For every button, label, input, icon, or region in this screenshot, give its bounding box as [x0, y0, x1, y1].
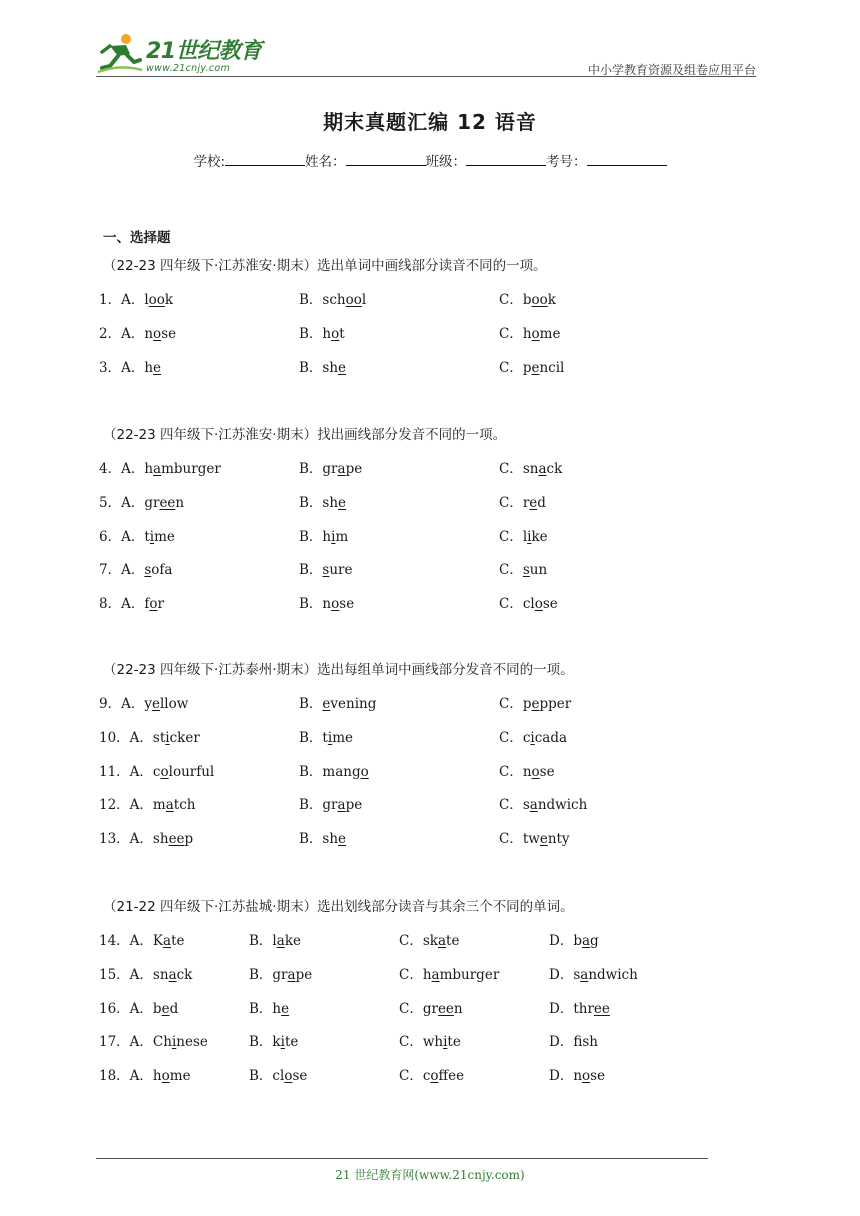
option-word-rest: nese	[176, 1034, 208, 1051]
option-label: 3．A．h	[99, 359, 154, 376]
answer-option[interactable]	[249, 963, 312, 983]
option-word-rest: p	[184, 831, 194, 848]
question-row	[99, 457, 739, 477]
question-row	[99, 558, 739, 578]
header-divider	[96, 76, 756, 77]
answer-option[interactable]	[399, 997, 463, 1017]
answer-option[interactable]	[299, 356, 346, 376]
underlined-letters: a	[581, 933, 591, 949]
option-word-rest: ure	[329, 562, 353, 579]
underlined-letters: a	[580, 966, 589, 983]
underlined-letters: o	[331, 596, 340, 613]
option-word-rest: me	[169, 1068, 191, 1085]
option-word-rest: n	[453, 1000, 463, 1017]
option-word-rest: se	[590, 1068, 606, 1085]
logo-text: 21世纪教育	[146, 39, 262, 64]
answer-option[interactable]	[99, 457, 221, 477]
option-word-rest: se	[161, 325, 177, 342]
answer-option[interactable]	[99, 1030, 208, 1050]
header-platform-text: 中小学教育资源及组卷应用平台	[587, 63, 756, 77]
underlined-letters: ee	[593, 1000, 610, 1017]
option-word-rest: sh	[582, 1034, 598, 1051]
option-label: 17．A．Ch	[99, 1034, 172, 1051]
option-label: C．p	[499, 359, 532, 376]
underlined-letters: e	[539, 831, 548, 848]
answer-option[interactable]	[499, 525, 548, 545]
option-label: B．sch	[299, 292, 346, 308]
brand-logo	[96, 32, 266, 76]
option-label: 11．A．c	[99, 763, 161, 780]
option-label: 15．A．sn	[99, 966, 169, 983]
option-label: B．mang	[299, 763, 361, 780]
underlined-letters: oo	[531, 292, 548, 308]
option-word-rest: llow	[159, 696, 189, 712]
underlined-letters: i	[327, 729, 333, 746]
exam-no-label: 考号：	[546, 154, 587, 170]
underlined-letters: a	[538, 461, 547, 477]
option-label: C．sn	[499, 461, 539, 477]
name-field[interactable]	[346, 153, 426, 166]
underlined-letters: i	[527, 528, 532, 545]
option-word-rest: te	[284, 1034, 299, 1051]
answer-option[interactable]	[249, 1030, 298, 1050]
option-label: 13．A．sh	[99, 831, 169, 848]
underlined-letters: o	[531, 325, 540, 342]
answer-option[interactable]	[549, 963, 638, 983]
option-label: C．h	[399, 966, 432, 983]
underlined-letters: e	[529, 494, 538, 511]
option-label: C．r	[499, 494, 530, 511]
answer-option[interactable]	[549, 1064, 605, 1084]
answer-option[interactable]	[549, 1030, 598, 1050]
option-word-rest: me	[332, 729, 353, 746]
answer-option[interactable]	[499, 726, 567, 746]
underlined-letters: a	[437, 933, 447, 949]
answer-option[interactable]	[99, 827, 193, 847]
underlined-letters: a	[431, 966, 440, 983]
answer-option[interactable]	[499, 558, 547, 578]
option-word-rest: ndwich	[588, 966, 638, 983]
option-label: D．s	[549, 966, 581, 983]
underlined-letters: o	[284, 1068, 293, 1085]
option-word-rest: pper	[539, 696, 572, 712]
answer-option[interactable]	[499, 288, 556, 308]
option-word-rest: ncil	[539, 359, 565, 376]
question-row	[99, 793, 739, 813]
answer-option[interactable]	[549, 997, 610, 1017]
underlined-letters: a	[163, 933, 172, 949]
question-row	[99, 1064, 739, 1084]
answer-option[interactable]	[99, 793, 195, 813]
option-word-rest: k	[547, 292, 556, 308]
underlined-letters: s	[144, 562, 152, 579]
group-instruction: （21-22 四年级下·江苏盐城·期末）选出划线部分读音与其余三个不同的单词。	[103, 899, 574, 915]
answer-option[interactable]	[499, 760, 555, 780]
option-word-rest: ndwich	[537, 797, 588, 814]
option-word-rest: tch	[173, 797, 196, 814]
answer-option[interactable]	[99, 592, 164, 612]
question-row	[99, 322, 739, 342]
school-label: 学校:	[193, 154, 226, 170]
underlined-letters: e	[322, 696, 331, 712]
question-row	[99, 356, 739, 376]
option-label: B．sh	[299, 359, 339, 376]
underlined-letters: o	[531, 763, 540, 780]
option-word-rest: r	[157, 596, 164, 613]
underlined-letters: a	[276, 933, 285, 949]
answer-option[interactable]	[99, 1064, 191, 1084]
answer-option[interactable]	[499, 457, 562, 477]
option-label: B．h	[299, 325, 332, 342]
underlined-letters: o	[149, 596, 158, 613]
answer-option[interactable]	[99, 929, 185, 949]
answer-option[interactable]	[299, 322, 345, 342]
option-label: B．t	[299, 729, 328, 746]
option-label: B．sh	[299, 831, 339, 848]
underlined-letters: i	[443, 1034, 448, 1051]
option-label: 14．A．K	[99, 933, 164, 949]
option-label: C．tw	[499, 831, 540, 848]
underlined-letters: a	[337, 461, 346, 477]
option-word-rest: cker	[169, 729, 200, 746]
answer-option[interactable]	[299, 491, 346, 511]
option-label: 12．A．m	[99, 797, 166, 814]
option-word-rest: d	[169, 1000, 179, 1017]
underlined-letters: i	[331, 528, 336, 545]
underlined-letters: ee	[159, 494, 176, 511]
answer-option[interactable]	[299, 592, 354, 612]
underlined-letters: e	[338, 831, 347, 848]
underlined-letters: s	[322, 562, 330, 579]
option-word-rest: te	[447, 1034, 461, 1051]
option-label: B．k	[249, 1034, 281, 1051]
answer-option[interactable]	[499, 793, 587, 813]
option-label: B．sh	[299, 494, 339, 511]
option-label: B．	[299, 696, 323, 712]
option-label: B．n	[299, 596, 332, 613]
underlined-letters: e	[161, 1000, 170, 1017]
answer-option[interactable]	[99, 322, 176, 342]
logo-url: www.21cnjy.com	[146, 63, 231, 74]
underlined-letters: e	[281, 1000, 290, 1017]
answer-option[interactable]	[299, 525, 348, 545]
answer-option[interactable]	[299, 692, 376, 712]
page-title: 期末真题汇编 12 语音	[323, 110, 537, 134]
answer-option[interactable]	[99, 525, 175, 545]
answer-option[interactable]	[99, 288, 173, 308]
option-word-rest: pe	[295, 966, 313, 983]
underlined-letters: e	[531, 359, 540, 376]
answer-option[interactable]	[99, 997, 178, 1017]
underlined-letters: i	[171, 1034, 177, 1051]
footer-divider	[96, 1158, 708, 1159]
option-word-rest: ck	[546, 461, 563, 477]
underlined-letters: o	[582, 1068, 591, 1085]
underlined-letters: e	[531, 696, 540, 712]
question-row	[99, 726, 739, 746]
underlined-letters: i	[165, 729, 170, 746]
exam-no-field[interactable]	[587, 153, 667, 166]
option-label: 5．A．gr	[99, 494, 160, 511]
option-word-rest: g	[590, 933, 599, 949]
answer-option[interactable]	[99, 356, 161, 376]
underlined-letters: o	[160, 763, 169, 780]
answer-option[interactable]	[299, 558, 353, 578]
option-label: 2．A．n	[99, 325, 154, 342]
option-word-rest: vening	[330, 696, 377, 712]
option-label: D．b	[549, 933, 582, 949]
question-row	[99, 525, 739, 545]
question-row	[99, 592, 739, 612]
option-label: C．l	[499, 528, 528, 545]
option-label: B．h	[299, 528, 332, 545]
option-label: 10．A．st	[99, 729, 166, 746]
option-word-rest: se	[339, 596, 355, 613]
option-label: C．gr	[399, 1000, 438, 1017]
option-word-rest: m	[335, 528, 349, 545]
answer-option[interactable]	[99, 760, 214, 780]
answer-option[interactable]	[299, 827, 346, 847]
option-word-rest: ck	[176, 966, 193, 983]
question-row	[99, 929, 739, 949]
option-label: B．gr	[299, 797, 338, 814]
underlined-letters: a	[165, 797, 174, 814]
option-label: 7．A．	[99, 562, 145, 579]
student-info-line	[0, 150, 860, 170]
answer-option[interactable]	[99, 692, 188, 712]
underlined-letters: a	[337, 797, 346, 814]
group-instruction: （22-23 四年级下·江苏淮安·期末）选出单词中画线部分读音不同的一项。	[103, 258, 547, 274]
option-word-rest: t	[339, 325, 345, 342]
answer-option[interactable]	[499, 692, 571, 712]
option-label: 1．A．l	[99, 292, 149, 308]
option-label: D．thr	[549, 1000, 594, 1017]
question-row	[99, 1030, 739, 1050]
underlined-letters: i	[530, 729, 535, 746]
option-label: 4．A．h	[99, 461, 154, 477]
option-word-rest: ofa	[151, 562, 173, 579]
underlined-letters: o	[161, 1068, 170, 1085]
option-label: B．cl	[249, 1068, 285, 1085]
answer-option[interactable]	[399, 1064, 464, 1084]
option-word-rest: ke	[284, 933, 301, 949]
option-label: 6．A．t	[99, 528, 150, 545]
answer-option[interactable]	[299, 288, 366, 308]
answer-option[interactable]	[299, 793, 362, 813]
option-label: 8．A．f	[99, 596, 150, 613]
underlined-letters: o	[534, 596, 543, 613]
option-label: C．sk	[399, 933, 438, 949]
answer-option[interactable]	[299, 726, 353, 746]
option-word-rest: n	[175, 494, 185, 511]
option-label: C．p	[499, 696, 532, 712]
answer-option[interactable]	[499, 356, 564, 376]
underlined-letters: o	[360, 763, 369, 780]
question-row	[99, 760, 739, 780]
question-row	[99, 491, 739, 511]
underlined-letters: a	[287, 966, 296, 983]
option-label: 9．A．y	[99, 696, 152, 712]
underlined-letters: oo	[345, 292, 362, 308]
answer-option[interactable]	[99, 726, 200, 746]
option-word-rest: te	[446, 933, 460, 949]
option-label: C．c	[499, 729, 531, 746]
underlined-letters: a	[168, 966, 177, 983]
underlined-letters: e	[151, 696, 160, 712]
option-word-rest: se	[539, 763, 555, 780]
question-row	[99, 288, 739, 308]
option-label: C．c	[399, 1068, 431, 1085]
option-label: 18．A．h	[99, 1068, 162, 1085]
underlined-letters: o	[153, 325, 162, 342]
option-word-rest: pe	[345, 797, 363, 814]
question-row	[99, 997, 739, 1017]
underlined-letters: ee	[437, 1000, 454, 1017]
class-field[interactable]	[466, 153, 546, 166]
underlined-letters: s	[522, 562, 530, 579]
answer-option[interactable]	[399, 1030, 461, 1050]
option-label: B．l	[249, 933, 277, 949]
underlined-letters: e	[153, 359, 162, 376]
answer-option[interactable]	[99, 558, 172, 578]
underlined-letters: e	[338, 494, 347, 511]
underlined-letters: i	[149, 528, 155, 545]
option-word-rest: pe	[345, 461, 363, 477]
underlined-letters: e	[338, 359, 347, 376]
option-word-rest: cada	[534, 729, 568, 746]
answer-option[interactable]	[499, 827, 570, 847]
option-label: 16．A．b	[99, 1000, 162, 1017]
option-word-rest: mburger	[161, 461, 221, 477]
option-label: B．h	[249, 1000, 282, 1017]
question-row	[99, 692, 739, 712]
answer-option[interactable]	[499, 491, 546, 511]
option-word-rest: ke	[531, 528, 548, 545]
option-word-rest: me	[539, 325, 561, 342]
option-label: D．f	[549, 1034, 583, 1051]
answer-option[interactable]	[499, 592, 558, 612]
name-label: 姓名：	[305, 154, 346, 170]
section-heading: 一、选择题	[103, 230, 171, 246]
option-label: D．n	[549, 1068, 583, 1085]
option-label: C．s	[499, 797, 530, 814]
option-word-rest: lourful	[168, 763, 215, 780]
answer-option[interactable]	[399, 963, 499, 983]
option-word-rest: k	[164, 292, 174, 308]
class-label: 班级：	[425, 154, 467, 170]
answer-option[interactable]	[99, 963, 192, 983]
question-row	[99, 827, 739, 847]
option-word-rest: ffee	[438, 1068, 465, 1085]
option-word-rest: l	[361, 292, 367, 308]
option-word-rest: te	[171, 933, 185, 949]
underlined-letters: a	[529, 797, 538, 814]
underlined-letters: a	[153, 461, 162, 477]
option-label: C．	[499, 562, 523, 579]
option-label: C．wh	[399, 1034, 444, 1051]
group-instruction: （22-23 四年级下·江苏泰州·期末）选出每组单词中画线部分发音不同的一项。	[103, 662, 574, 678]
option-word-rest: se	[292, 1068, 308, 1085]
option-label: C．h	[499, 325, 532, 342]
option-word-rest: me	[154, 528, 175, 545]
question-row	[99, 963, 739, 983]
option-label: B．gr	[249, 966, 288, 983]
group-instruction: （22-23 四年级下·江苏淮安·期末）找出画线部分发音不同的一项。	[103, 427, 507, 443]
underlined-letters: i	[280, 1034, 285, 1051]
answer-option[interactable]	[399, 929, 459, 949]
option-word-rest: d	[537, 494, 546, 511]
answer-option[interactable]	[249, 929, 301, 949]
option-word-rest: se	[542, 596, 558, 613]
footer-text: 21 世纪教育网(www.21cnjy.com)	[335, 1168, 525, 1182]
answer-option[interactable]	[499, 322, 560, 342]
answer-option[interactable]	[299, 760, 369, 780]
option-label: B．	[299, 562, 323, 579]
option-label: B．gr	[299, 461, 338, 477]
option-label: C．cl	[499, 596, 535, 613]
runner-logo-icon	[96, 32, 144, 76]
option-word-rest: un	[529, 562, 548, 579]
answer-option[interactable]	[249, 1064, 307, 1084]
answer-option[interactable]	[99, 491, 184, 511]
page-header	[96, 30, 756, 78]
option-label: C．n	[499, 763, 532, 780]
school-field[interactable]	[225, 153, 305, 166]
option-word-rest: nty	[547, 831, 570, 848]
underlined-letters: o	[331, 325, 340, 342]
option-label: C．b	[499, 292, 532, 308]
answer-option[interactable]	[299, 457, 362, 477]
answer-option[interactable]	[249, 997, 289, 1017]
option-word-rest: mburger	[439, 966, 500, 983]
underlined-letters: oo	[148, 292, 165, 308]
underlined-letters: o	[430, 1068, 439, 1085]
answer-option[interactable]	[549, 929, 599, 949]
underlined-letters: ee	[168, 831, 185, 848]
